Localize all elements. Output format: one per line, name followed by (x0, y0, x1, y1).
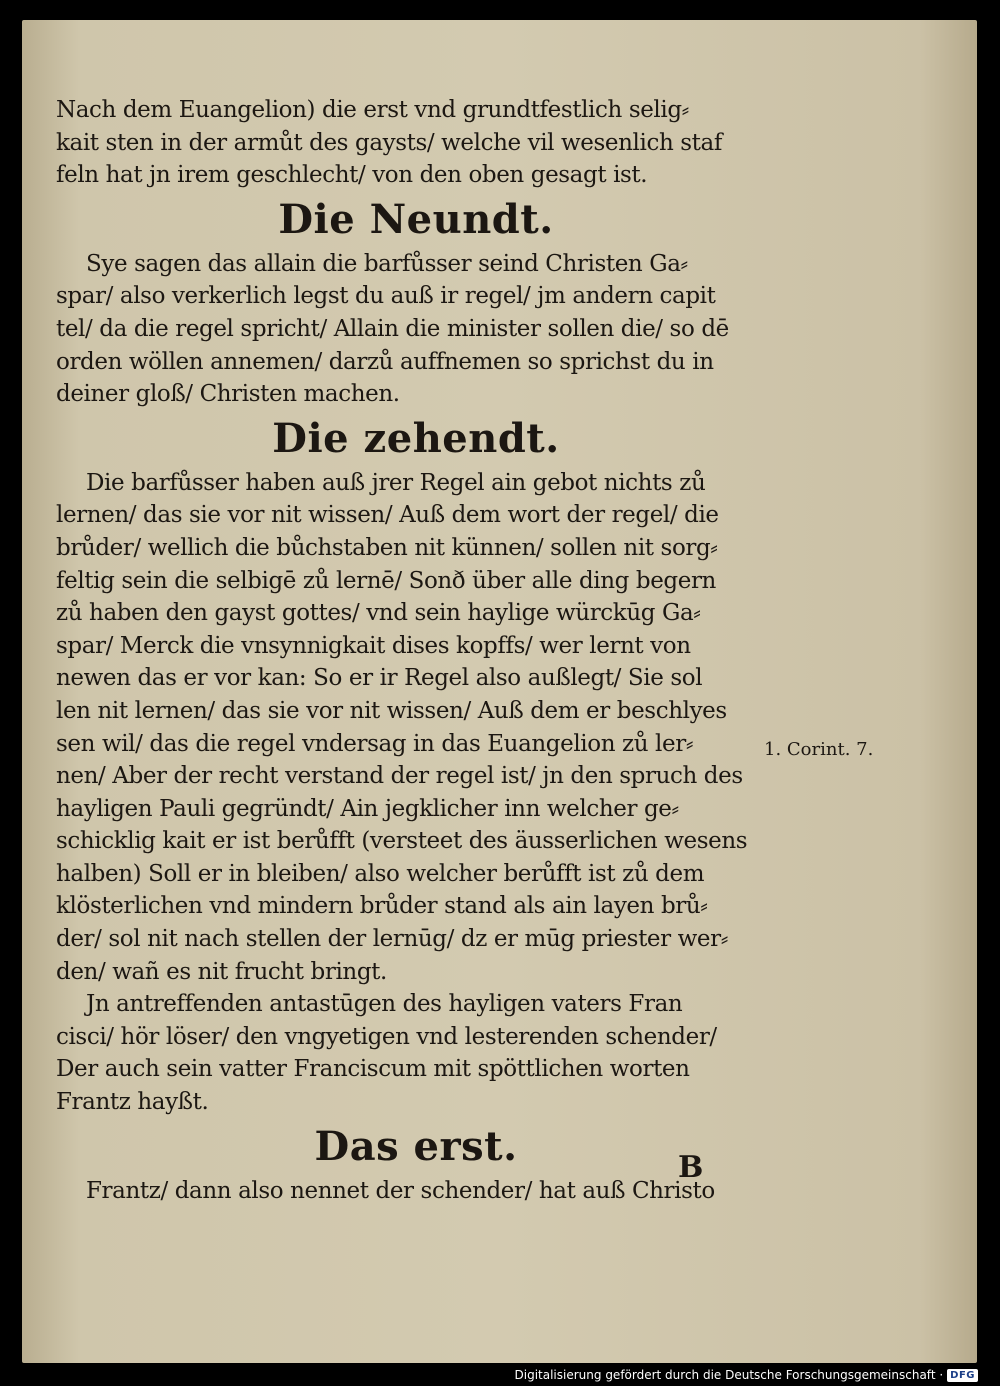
text-line: brůder/ wellich die bůchstaben nit künnen/ sollen nit sorg⸗ (56, 534, 718, 561)
dfg-logo: DFG (947, 1369, 978, 1382)
text-line: hayligen Pauli gegründt/ Ain jegklicher inn welcher ge⸗ (56, 795, 679, 822)
text-line: Frantz/ dann also nennet der schender/ hat auß Christo (86, 1177, 715, 1204)
text-line: nen/ Aber der recht verstand der regel ist/ jn den spruch des (56, 763, 743, 790)
text-line: cisci/ hör löser/ den vngyetigen vnd lesterenden schender/ (56, 1023, 717, 1050)
text-line: Frantz hayßt. (56, 1089, 209, 1116)
text-line: spar/ Merck die vnsynnigkait dises kopffs/ wer lernt von (56, 632, 691, 659)
text-line: len nit lernen/ das sie vor nit wissen/ Auß dem er beschlyes (56, 697, 727, 724)
margin-note: 1. Corint. 7. (764, 739, 874, 760)
text-line: Sye sagen das allain die barfůsser seind Christen Ga⸗ (86, 250, 688, 277)
text-line: orden wöllen annemen/ darzů auffnemen so sprichst du in (56, 348, 714, 375)
text-line: der/ sol nit nach stellen der lernūg/ dz er mūg priester wer⸗ (56, 926, 729, 953)
text-line: Nach dem Euangelion) die erst vnd grundtfestlich selig⸗ (56, 97, 689, 123)
text-line: feln hat jn irem geschlecht/ von den oben gesagt ist. (56, 162, 648, 189)
text-line: feltig sein die selbigē zů lernē/ Sonð über alle ding begern (56, 567, 716, 594)
page-text (56, 94, 776, 1207)
text-line: kait sten in der armůt des gaysts/ welche vil wesenlich staf (56, 129, 722, 156)
book-page (22, 20, 977, 1363)
paragraph (56, 988, 776, 1118)
paragraph (56, 467, 776, 989)
text-line: spar/ also verkerlich legst du auß ir regel/ jm andern capit (56, 283, 716, 310)
intro-paragraph (56, 94, 776, 192)
footer-text: Digitalisierung gefördert durch die Deutsche Forschungsgemeinschaft · (514, 1368, 944, 1382)
section-heading: Das erst. (314, 1122, 518, 1170)
text-line: tel/ da die regel spricht/ Allain die minister sollen die/ so dē (56, 315, 729, 342)
text-line: Die barfůsser haben auß jrer Regel ain gebot nichts zů (86, 469, 706, 496)
text-line: sen wil/ das die regel vndersag in das Euangelion zů ler⸗ (56, 730, 694, 757)
text-line: zů haben den gayst gottes/ vnd sein haylige würckūg Ga⸗ (56, 600, 701, 627)
text-line: halben) Soll er in bleiben/ also welcher berůfft ist zů dem (56, 860, 705, 887)
text-line: Jn antreffenden antastūgen des hayligen vaters Fran (86, 991, 683, 1018)
paragraph (56, 248, 776, 411)
text-line: schicklig kait er ist berůfft (versteet des äusserlichen wesens (56, 828, 748, 855)
paragraph (56, 1175, 776, 1208)
text-line: Der auch sein vatter Franciscum mit spöttlichen worten (56, 1056, 690, 1083)
text-line: newen das er vor kan: So er ir Regel also außlegt/ Sie sol (56, 665, 703, 692)
text-line: klösterlichen vnd mindern brůder stand als ain layen brů⸗ (56, 893, 708, 920)
section-heading: Die Neundt. (278, 195, 554, 243)
text-line: den/ wañ es nit frucht bringt. (56, 958, 387, 985)
text-line: lernen/ das sie vor nit wissen/ Auß dem wort der regel/ die (56, 502, 719, 529)
signature-mark: B (678, 1150, 704, 1185)
section-heading: Die zehendt. (272, 414, 560, 462)
footer (515, 1368, 978, 1382)
text-line: deiner gloß/ Christen machen. (56, 381, 400, 408)
